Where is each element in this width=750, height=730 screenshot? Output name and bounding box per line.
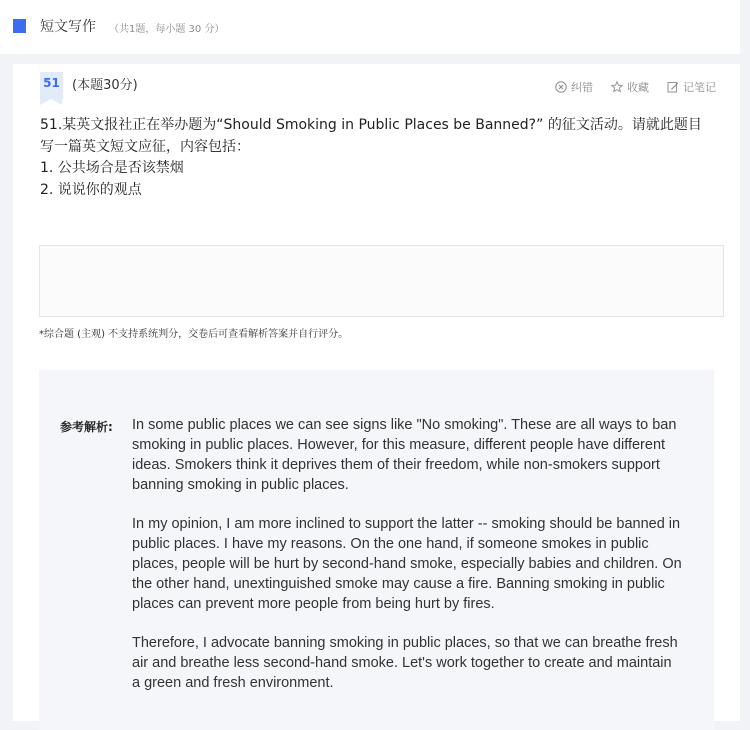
question-actions: [555, 79, 716, 95]
section-title: 短文写作: [40, 19, 96, 35]
take-notes-label: 记笔记: [683, 81, 716, 94]
analysis-label: 参考解析:: [60, 420, 113, 434]
question-card: [13, 64, 740, 721]
edit-note-icon: [667, 81, 679, 93]
question-line: 1. 公共场合是否该禁烟: [40, 160, 184, 176]
analysis-body: [132, 415, 682, 712]
report-error-button[interactable]: [555, 79, 593, 95]
close-circle-icon: [555, 81, 567, 93]
analysis-paragraph: In my opinion, I am more inclined to support the latter -- smoking should be banned in public places. I have my reasons. On the one hand, if someone smokes in public places, people will be hurt by second-hand smoke, especially babies and children. On the other hand, unextinguished smoke may cause a fire. Banning smoking in public places can prevent more people from being hurt by fires.: [132, 516, 682, 612]
report-error-label: 纠错: [571, 81, 593, 94]
analysis-paragraph: In some public places we can see signs like "No smoking". These are all ways to ban smoking in public places. However, for this measure, different people have different ideas. Smokers think it deprives them of their freedom, while non-smokers support banning smoking in public places.: [132, 417, 677, 493]
question-score: (本题30分): [72, 78, 138, 93]
question-line: 写一篇英文短文应征，内容包括：: [40, 138, 250, 155]
section-header: [0, 0, 740, 54]
question-line: 51.某英文报社正在举办题为“Should Smoking in Public Places be Banned?” 的征文活动。请就此题目: [40, 117, 702, 133]
question-text: [40, 115, 720, 201]
section-meta: （共1题，每小题 30 分）: [109, 24, 225, 35]
question-number-badge: [40, 72, 63, 99]
analysis-panel: [39, 370, 714, 730]
analysis-paragraph: Therefore, I advocate banning smoking in public places, so that we can breathe fresh air and breathe less second-hand smoke. Let's work together to create and maintain a green and fresh environment.: [132, 635, 678, 691]
take-notes-button[interactable]: [667, 79, 716, 95]
question-number: 51: [43, 76, 60, 90]
question-line: 2. 说说你的观点: [40, 181, 142, 198]
grading-note: *综合题 (主观) 不支持系统判分，交卷后可查看解析答案并自行评分。: [39, 329, 349, 340]
answer-input-area[interactable]: [39, 245, 724, 317]
section-marker: [13, 19, 26, 33]
favorite-label: 收藏: [627, 81, 649, 94]
favorite-button[interactable]: [611, 79, 649, 95]
star-icon: [611, 81, 623, 93]
